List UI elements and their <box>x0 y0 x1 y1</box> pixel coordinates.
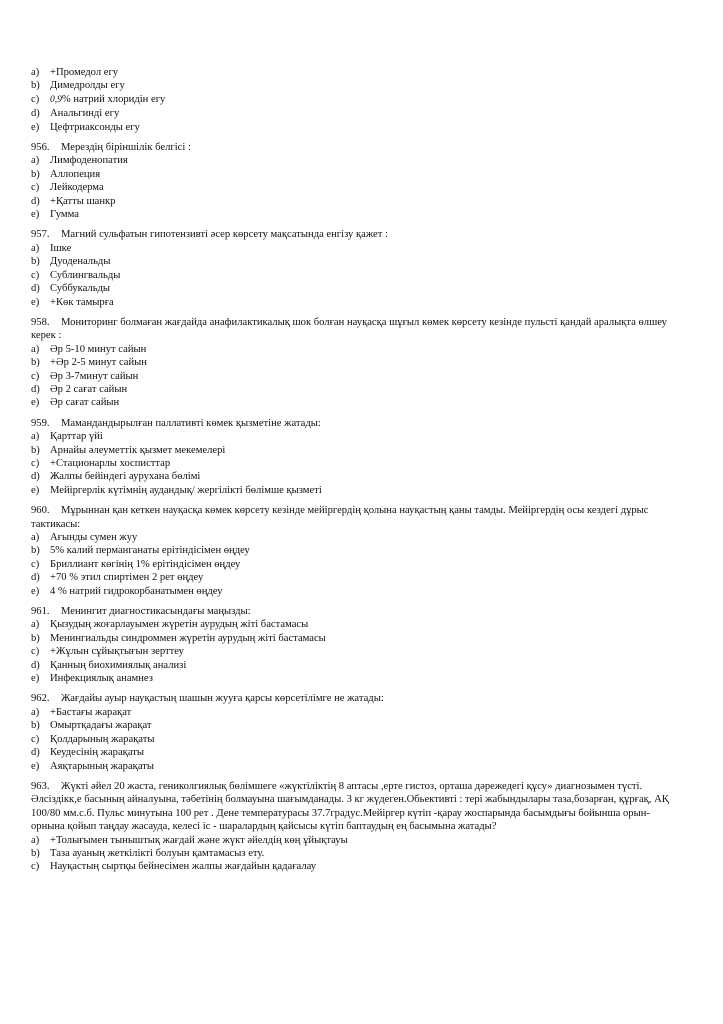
option-text: +Әр 2-5 минут сайын <box>50 357 147 369</box>
option-text: Цефтриаксонды егу <box>50 121 140 133</box>
option-letter: e) <box>31 673 40 685</box>
option-a <box>31 242 681 255</box>
option-letter: d) <box>31 283 40 295</box>
question-number: 956. <box>31 142 50 154</box>
question-text: Мамандандырылған паллативті көмек қызметіне жатады: <box>61 417 321 429</box>
option-text: Лейкодерма <box>50 182 104 194</box>
option-text: Бриллиант көгінің 1% ерітіндісімен өңдеу <box>50 558 241 570</box>
option-text: Димедролды егу <box>50 80 125 92</box>
option-text: Инфекциялық анамнез <box>50 673 153 685</box>
question-block-958 <box>31 316 681 410</box>
option-d <box>31 746 681 759</box>
option-b <box>31 847 681 860</box>
option-a <box>31 706 681 719</box>
option-e <box>31 296 681 309</box>
option-a <box>31 834 681 847</box>
option-text: +Көк тамырға <box>50 296 114 308</box>
option-text: Анальгинді егу <box>50 108 120 120</box>
question-text: Жағдайы ауыр науқастың шашын жууға қарсы көрсетілімге не жатады: <box>61 693 384 705</box>
option-d <box>31 195 681 208</box>
question-block-956 <box>31 141 681 221</box>
question-text: Мұрыннан қан кеткен науқасқа көмек көрсету кезінде мейіргердің қолына науқастың қаны тамды. Мейіргердің осы кездегі дұрыс тактикасы: <box>31 505 649 530</box>
option-text: Қолдарының жарақаты <box>50 733 155 745</box>
option-text: Ішке <box>50 242 72 254</box>
option-letter: d) <box>31 383 40 395</box>
question-block-962 <box>31 692 681 772</box>
option-e <box>31 484 681 497</box>
question-block-963 <box>31 780 681 874</box>
question-text: Менингит диагностикасындағы маңызды: <box>61 606 251 618</box>
option-letter: e) <box>31 209 40 221</box>
question-stem <box>31 504 681 531</box>
option-text: Аяқтарының жарақаты <box>50 760 154 772</box>
option-letter: e) <box>31 484 40 496</box>
option-letter: e) <box>31 585 40 597</box>
option-b <box>31 79 681 92</box>
option-d <box>31 571 681 584</box>
option-letter: d) <box>31 572 40 584</box>
option-d <box>31 470 681 483</box>
question-text: Мониторинг болмаған жағдайда анафилактикалық шок болған науқасқа шұғыл көмек көрсету кезінде пульсті қандай аралықта өлшеу керек : <box>31 316 667 342</box>
option-letter: c) <box>31 646 40 658</box>
option-text: Гумма <box>50 209 79 221</box>
option-text: Дуоденальды <box>50 256 111 268</box>
option-text: Әр 3-7минут сайын <box>50 370 139 382</box>
option-letter: b) <box>31 80 40 92</box>
question-block-959 <box>31 417 681 497</box>
question-number: 957. <box>31 229 50 241</box>
question-block-957 <box>31 228 681 308</box>
option-letter: c) <box>31 370 40 382</box>
option-d <box>31 383 681 396</box>
option-text: Әр сағат сайын <box>50 397 120 409</box>
option-text: Қызудың жоғарлауымен жүретін аурудың жіті бастамасы <box>50 619 309 631</box>
option-text: Суббукальды <box>50 283 111 295</box>
option-e <box>31 760 681 773</box>
option-letter: d) <box>31 195 40 207</box>
option-a <box>31 66 681 79</box>
option-letter: c) <box>31 733 40 745</box>
question-stem <box>31 605 681 618</box>
option-text: Қарттар үйі <box>50 431 103 443</box>
question-number: 959. <box>31 417 50 429</box>
question-text: Мерездің біріншілік белгісі : <box>61 142 191 154</box>
option-text: Омыртқадағы жарақат <box>50 720 152 732</box>
option-d <box>31 282 681 295</box>
option-c <box>31 457 681 470</box>
option-text: +Бастағы жарақат <box>50 706 132 718</box>
option-e <box>31 585 681 598</box>
option-text: Әр 5-10 минут сайын <box>50 343 147 355</box>
option-text: +Стационарлы хосписттар <box>50 457 171 469</box>
document-page <box>31 66 681 881</box>
option-letter: b) <box>31 847 40 859</box>
option-letter: b) <box>31 444 40 456</box>
question-number: 961. <box>31 606 50 618</box>
option-letter: d) <box>31 747 40 759</box>
option-c <box>31 645 681 658</box>
option-a <box>31 430 681 443</box>
option-c <box>31 269 681 282</box>
option-text: +Қатты шанкр <box>50 195 116 207</box>
option-c <box>31 181 681 194</box>
option-text: +Промедол егу <box>50 67 119 78</box>
option-text-wrap <box>50 93 165 107</box>
question-stem <box>31 780 681 834</box>
option-text: Қанның биохимиялық анализі <box>50 659 187 671</box>
option-text: % натрий хлоридін егу <box>61 93 166 105</box>
option-e <box>31 396 681 409</box>
option-text: Ағынды сумен жуу <box>50 532 138 543</box>
option-letter: a) <box>31 532 40 543</box>
option-text: Менингиальды синдроммен жүретін аурудың жіті бастамасы <box>50 632 326 644</box>
question-number: 958. <box>31 316 50 328</box>
option-b <box>31 168 681 181</box>
option-text: Кеудесінің жарақаты <box>50 747 145 759</box>
option-e <box>31 121 681 134</box>
option-letter: a) <box>31 619 40 631</box>
option-b <box>31 255 681 268</box>
question-number: 962. <box>31 693 50 705</box>
option-text: Сублингвальды <box>50 269 121 281</box>
question-block-960 <box>31 504 681 598</box>
option-text: Мейіргерлік күтімнің аудандық/ жергілікті бөлімше қызметі <box>50 484 322 496</box>
option-b <box>31 632 681 645</box>
option-text: Лимфоденопатия <box>50 155 128 167</box>
option-letter: b) <box>31 357 40 369</box>
option-letter: d) <box>31 108 40 120</box>
option-a <box>31 618 681 631</box>
option-letter: a) <box>31 343 40 355</box>
option-d <box>31 659 681 672</box>
option-letter: c) <box>31 558 40 570</box>
option-letter: c) <box>31 861 40 873</box>
question-stem <box>31 316 681 343</box>
question-text: Жүкті әйел 20 жаста, гениколгиялық бөлімшеге «жүктіліктің 8 аптасы ,ерте гистоз, орташа дәрежедегі құсу» диагнозымен түсті. Әлсіздікк,е басының айналуына, тәбетінің болмауына шағымданады. 3 кг жүдеген.Обьективті : тері жабындылары таза,бозарған, құрғақ, АҚ 100/80 мм.с.б. Пульс минутына 100 рет . Дене температурасы 37.7градус.Мейіргер күтіп -қарау жоспарында басымдығы бойынша орын- орнына қойып таңдау жасауда, келесі іс - шаралардың қайсысы күтіп баптаудың ең басымына жатады? <box>31 780 669 833</box>
option-letter: b) <box>31 720 40 732</box>
option-letter: a) <box>31 67 40 78</box>
option-letter: a) <box>31 155 40 167</box>
option-c <box>31 558 681 571</box>
option-letter: e) <box>31 760 40 772</box>
question-text: Магний сульфатын гипотензивті әсер көрсету мақсатында енгізу қажет : <box>61 229 388 241</box>
option-text: Аллопеция <box>50 168 101 180</box>
option-text: +Жұлын сұйықтығын зерттеу <box>50 646 184 658</box>
question-block-955 <box>31 66 681 134</box>
option-letter: b) <box>31 632 40 644</box>
option-letter: b) <box>31 168 40 180</box>
option-letter: c) <box>31 269 40 281</box>
option-c <box>31 370 681 383</box>
option-letter: a) <box>31 706 40 718</box>
option-letter: b) <box>31 545 40 557</box>
option-a <box>31 531 681 544</box>
option-letter: d) <box>31 471 40 483</box>
question-number: 963. <box>31 780 50 792</box>
question-stem <box>31 692 681 705</box>
option-text: Әр 2 сағат сайын <box>50 383 128 395</box>
question-number: 960. <box>31 505 50 517</box>
question-stem <box>31 141 681 154</box>
option-letter: a) <box>31 834 40 846</box>
option-letter: e) <box>31 397 40 409</box>
option-text: Науқастың сыртқы бейнесімен жалпы жағдайын қадағалау <box>50 861 317 873</box>
question-stem <box>31 417 681 430</box>
option-text: Таза ауаның жеткілікті болуын қамтамасыз ету. <box>50 847 265 859</box>
option-letter: e) <box>31 296 40 308</box>
option-b <box>31 356 681 369</box>
question-block-961 <box>31 605 681 685</box>
option-prefix: 0,9 <box>50 94 62 105</box>
option-text: +70 % этил спиртімен 2 рет өңдеу <box>50 572 204 584</box>
option-b <box>31 444 681 457</box>
option-e <box>31 672 681 685</box>
option-e <box>31 208 681 221</box>
option-text: 4 % натрий гидрокорбанатымен өңдеу <box>50 585 223 597</box>
option-letter: d) <box>31 659 40 671</box>
question-stem <box>31 228 681 241</box>
option-d <box>31 107 681 120</box>
option-c <box>31 860 681 873</box>
option-b <box>31 544 681 557</box>
option-letter: e) <box>31 121 40 133</box>
option-text: 5% калий перманганаты ерітіндісімен өңдеу <box>50 545 250 557</box>
option-text: Жалпы бейіндегі аурухана бөлімі <box>50 471 201 483</box>
option-letter: b) <box>31 256 40 268</box>
option-letter: c) <box>31 93 40 105</box>
option-c <box>31 93 681 107</box>
option-c <box>31 733 681 746</box>
option-text: +Толығымен тыныштық жағдай және жүкт әйелдің көң ұйықтауы <box>50 834 348 846</box>
option-a <box>31 154 681 167</box>
option-letter: c) <box>31 182 40 194</box>
option-text: Арнайы әлеуметтік қызмет мекемелері <box>50 444 226 456</box>
option-letter: a) <box>31 431 40 443</box>
option-a <box>31 343 681 356</box>
option-letter: a) <box>31 242 40 254</box>
option-letter: c) <box>31 457 40 469</box>
option-b <box>31 719 681 732</box>
